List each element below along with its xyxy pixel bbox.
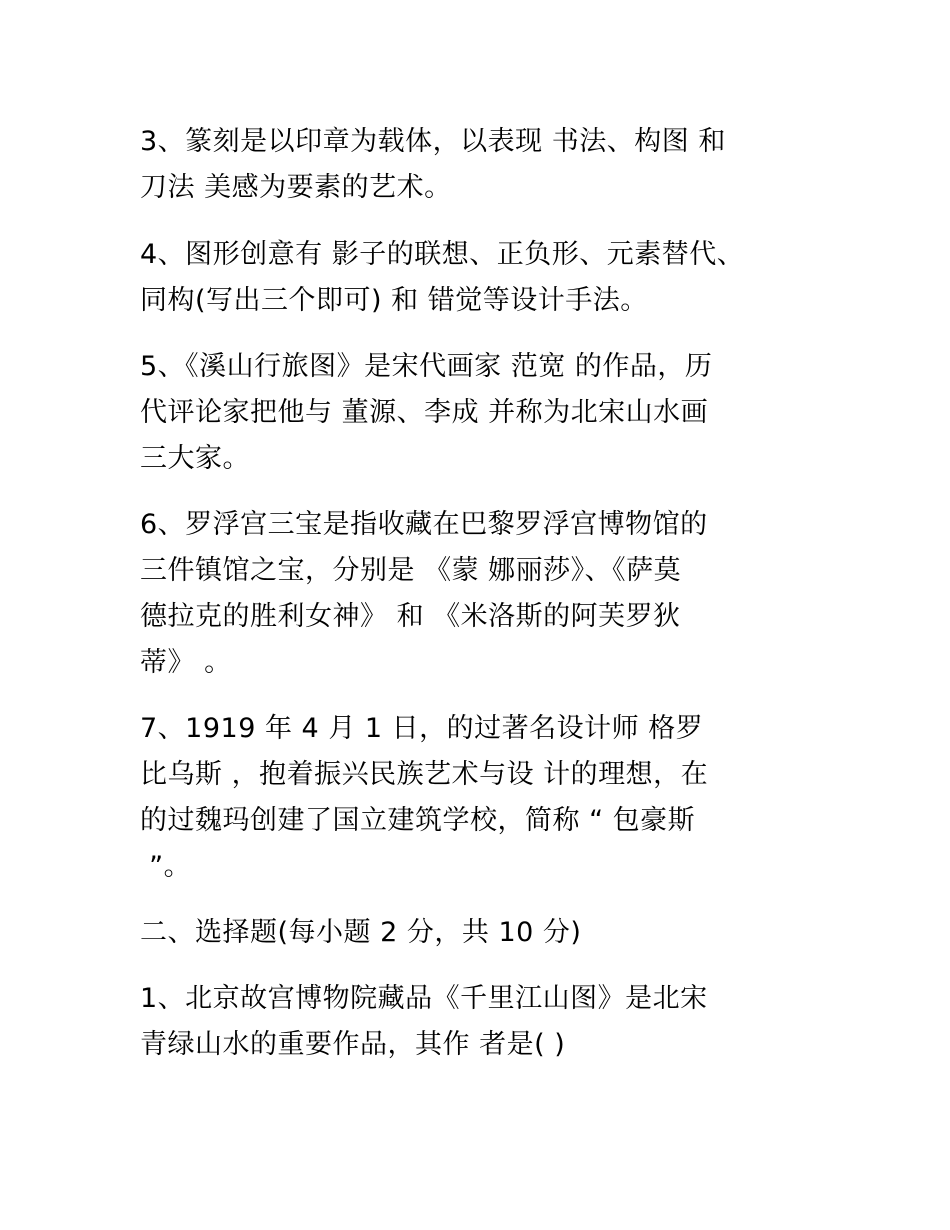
q7-line-4: ”。 [140, 851, 192, 882]
q6-line-1: 6、罗浮宫三宝是指收藏在巴黎罗浮宫博物馆的 [140, 509, 708, 540]
q3-line-2: 刀法 美感为要素的艺术。 [140, 172, 452, 203]
section-heading: 二、选择题(每小题 2 分，共 10 分) [140, 917, 582, 948]
q6-line-2: 三件镇馆之宝，分别是 《蒙 娜丽莎》、《萨莫 [140, 555, 682, 586]
q5-line-1: 5、《溪山行旅图》是宋代画家 范宽 的作品，历 [140, 351, 713, 382]
q3-line-1: 3、篆刻是以印章为载体，以表现 书法、构图 和 [140, 126, 726, 157]
q6-line-4: 蒂》 。 [140, 647, 232, 678]
mc1-line-1: 1、北京故宫博物院藏品《千里江山图》是北宋 [140, 983, 708, 1014]
q7-line-3: 的过魏玛创建了国立建筑学校，简称 “ 包豪斯 [140, 805, 696, 836]
q7-line-2: 比乌斯 ，抱着振兴民族艺术与设 计的理想，在 [140, 759, 709, 790]
q4-line-1: 4、图形创意有 影子的联想、正负形、元素替代、 [140, 239, 745, 270]
q5-line-3: 三大家。 [140, 443, 250, 474]
mc1-line-2: 青绿山水的重要作品，其作 者是( ) [140, 1029, 566, 1060]
q7-line-1: 7、1919 年 4 月 1 日，的过著名设计师 格罗 [140, 713, 704, 744]
q5-line-2: 代评论家把他与 董源、李成 并称为北宋山水画 [140, 397, 709, 428]
q6-line-3: 德拉克的胜利女神》 和 《米洛斯的阿芙罗狄 [140, 601, 681, 632]
q4-line-2: 同构(写出三个即可) 和 错觉等设计手法。 [140, 285, 648, 316]
